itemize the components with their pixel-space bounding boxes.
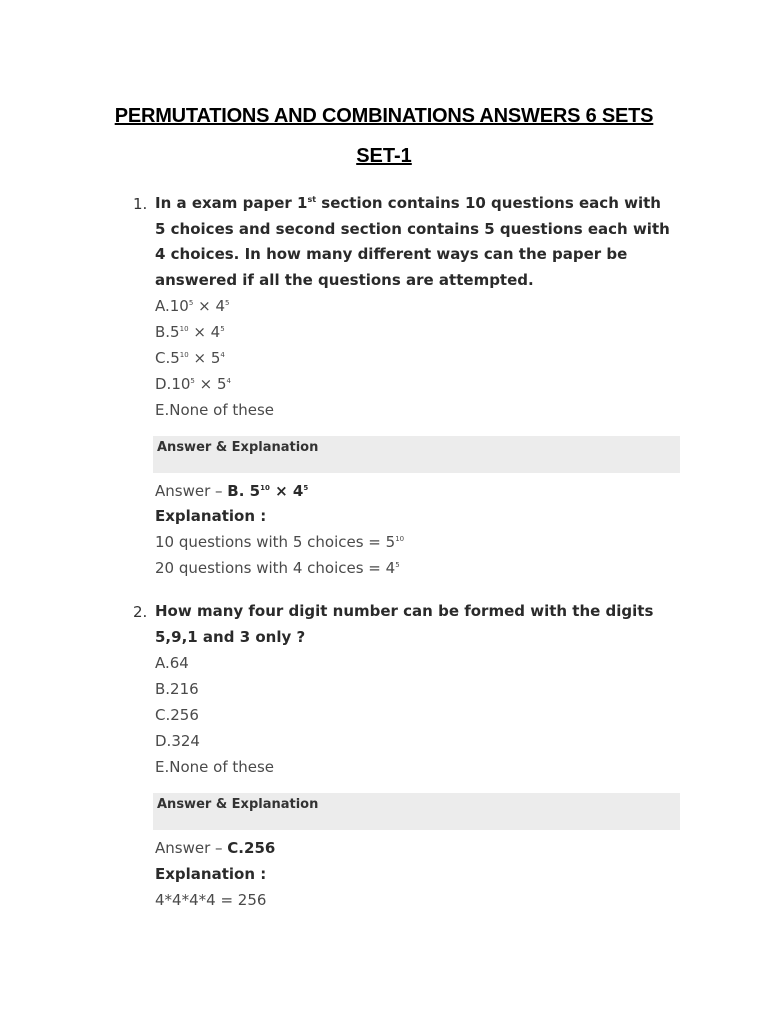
option-base: A.10 (155, 297, 189, 315)
option-multiplier: × 5 (199, 375, 227, 393)
answer-explanation-label: Answer & Explanation (157, 797, 319, 812)
option-exponent: 5 (188, 299, 194, 307)
question-text-part: section contains 10 questions each with 5 choices and second section contains 5 questions each with 4 choices. In how many different ways can the paper be answered if all the questions are attempted. (155, 194, 670, 289)
option-exponent: 10 (179, 351, 189, 359)
set-title: SET-1 (356, 145, 412, 167)
option-multiplier: × 4 (198, 297, 225, 315)
option-exponent: 5 (225, 299, 230, 307)
option-base: D.10 (155, 375, 191, 393)
explanation-text: 10 questions with 5 choices = 5 (155, 533, 396, 551)
answer-exponent: 10 (260, 484, 270, 492)
answer-value (227, 482, 308, 500)
question-text-part: In a exam paper 1 (155, 194, 308, 212)
option-exponent: 4 (226, 377, 232, 385)
answer-label: Answer – (155, 482, 228, 500)
ordinal-superscript: st (307, 195, 317, 204)
option-d: D.324 (155, 732, 200, 750)
answer-exponent: 5 (303, 484, 309, 492)
answer-line (155, 478, 308, 504)
option-exponent: 10 (179, 325, 189, 333)
option-base: B.5 (155, 323, 180, 341)
option-c (155, 345, 225, 371)
explanation-label: Explanation : (155, 507, 267, 525)
question-number: 2. (133, 603, 148, 621)
explanation-line (155, 529, 404, 555)
option-exponent: 4 (220, 351, 225, 359)
answer-explanation-label: Answer & Explanation (157, 440, 319, 455)
answer-label: Answer – (155, 839, 228, 857)
option-exponent: 5 (220, 325, 225, 333)
question-text (155, 191, 675, 293)
option-e: E.None of these (155, 401, 275, 419)
option-multiplier: × 4 (193, 323, 221, 341)
answer-multiplier: × 4 (275, 482, 304, 500)
explanation-text: 20 questions with 4 choices = 4 (155, 559, 396, 577)
answer-explanation-toggle[interactable] (153, 793, 680, 830)
option-exponent: 5 (190, 377, 195, 385)
answer-line (155, 835, 275, 861)
option-b: B.216 (155, 680, 199, 698)
answer-explanation-toggle[interactable] (153, 436, 680, 473)
option-a: A.64 (155, 654, 189, 672)
question-number: 1. (133, 195, 148, 213)
option-base: C.5 (155, 349, 180, 367)
answer-base: B. 5 (227, 482, 261, 500)
option-e: E.None of these (155, 758, 275, 776)
explanation-line: 4*4*4*4 = 256 (155, 891, 267, 909)
option-a (155, 293, 229, 319)
page-title: PERMUTATIONS AND COMBINATIONS ANSWERS 6 SETS (114, 105, 654, 127)
option-b (155, 319, 225, 345)
option-c: C.256 (155, 706, 199, 724)
question-text: How many four digit number can be formed with the digits 5,9,1 and 3 only ? (155, 602, 654, 646)
explanation-label: Explanation : (155, 865, 267, 883)
explanation-exponent: 10 (395, 535, 405, 543)
explanation-exponent: 5 (395, 561, 400, 569)
option-multiplier: × 5 (193, 349, 221, 367)
explanation-line (155, 555, 400, 581)
answer-value: C.256 (227, 839, 276, 857)
option-d (155, 371, 231, 397)
